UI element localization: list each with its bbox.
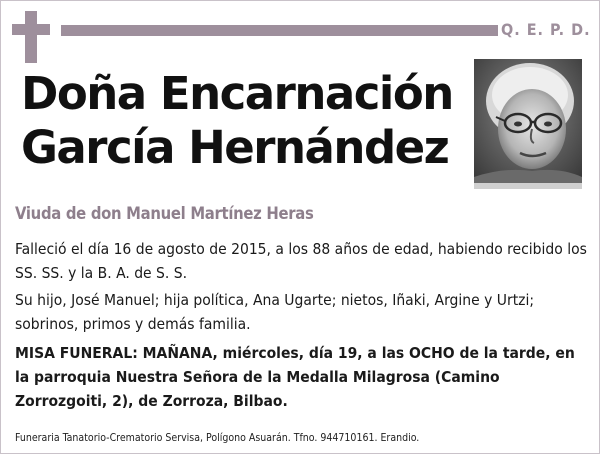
portrait-photo-graphic bbox=[474, 59, 582, 189]
qepd-label: Q. E. P. D. bbox=[501, 20, 591, 39]
family-list: Su hijo, José Manuel; hija política, Ana Ugarte; nietos, Iñaki, Argine y Urtzi; sobrinos, primos y demás familia. bbox=[15, 291, 535, 333]
cross-icon bbox=[25, 11, 37, 63]
funeral-home-footer: Funeraria Tanatorio-Crematorio Servisa, Polígono Asuarán. Tfno. 944710161. Erandio. bbox=[15, 432, 420, 444]
deceased-name-line1: Doña Encarnación bbox=[21, 67, 453, 120]
cross-icon-bar bbox=[12, 24, 50, 35]
header-divider bbox=[61, 25, 498, 36]
widow-of-line: Viuda de don Manuel Martínez Heras bbox=[15, 204, 314, 223]
deceased-name bbox=[21, 67, 461, 175]
deceased-name-line2: García Hernández bbox=[21, 121, 449, 174]
funeral-mass-info: MISA FUNERAL: MAÑANA, miércoles, día 19, a las OCHO de la tarde, en la parroquia Nuestra Señora de la Medalla Milagrosa (Camino Zorrozgoiti, 2), de Zorroza, Bilbao. bbox=[15, 344, 575, 410]
death-announcement: Falleció el día 16 de agosto de 2015, a los 88 años de edad, habiendo recibido los SS. SS. y la B. A. de S. S. bbox=[15, 240, 587, 282]
portrait-photo bbox=[474, 59, 582, 189]
